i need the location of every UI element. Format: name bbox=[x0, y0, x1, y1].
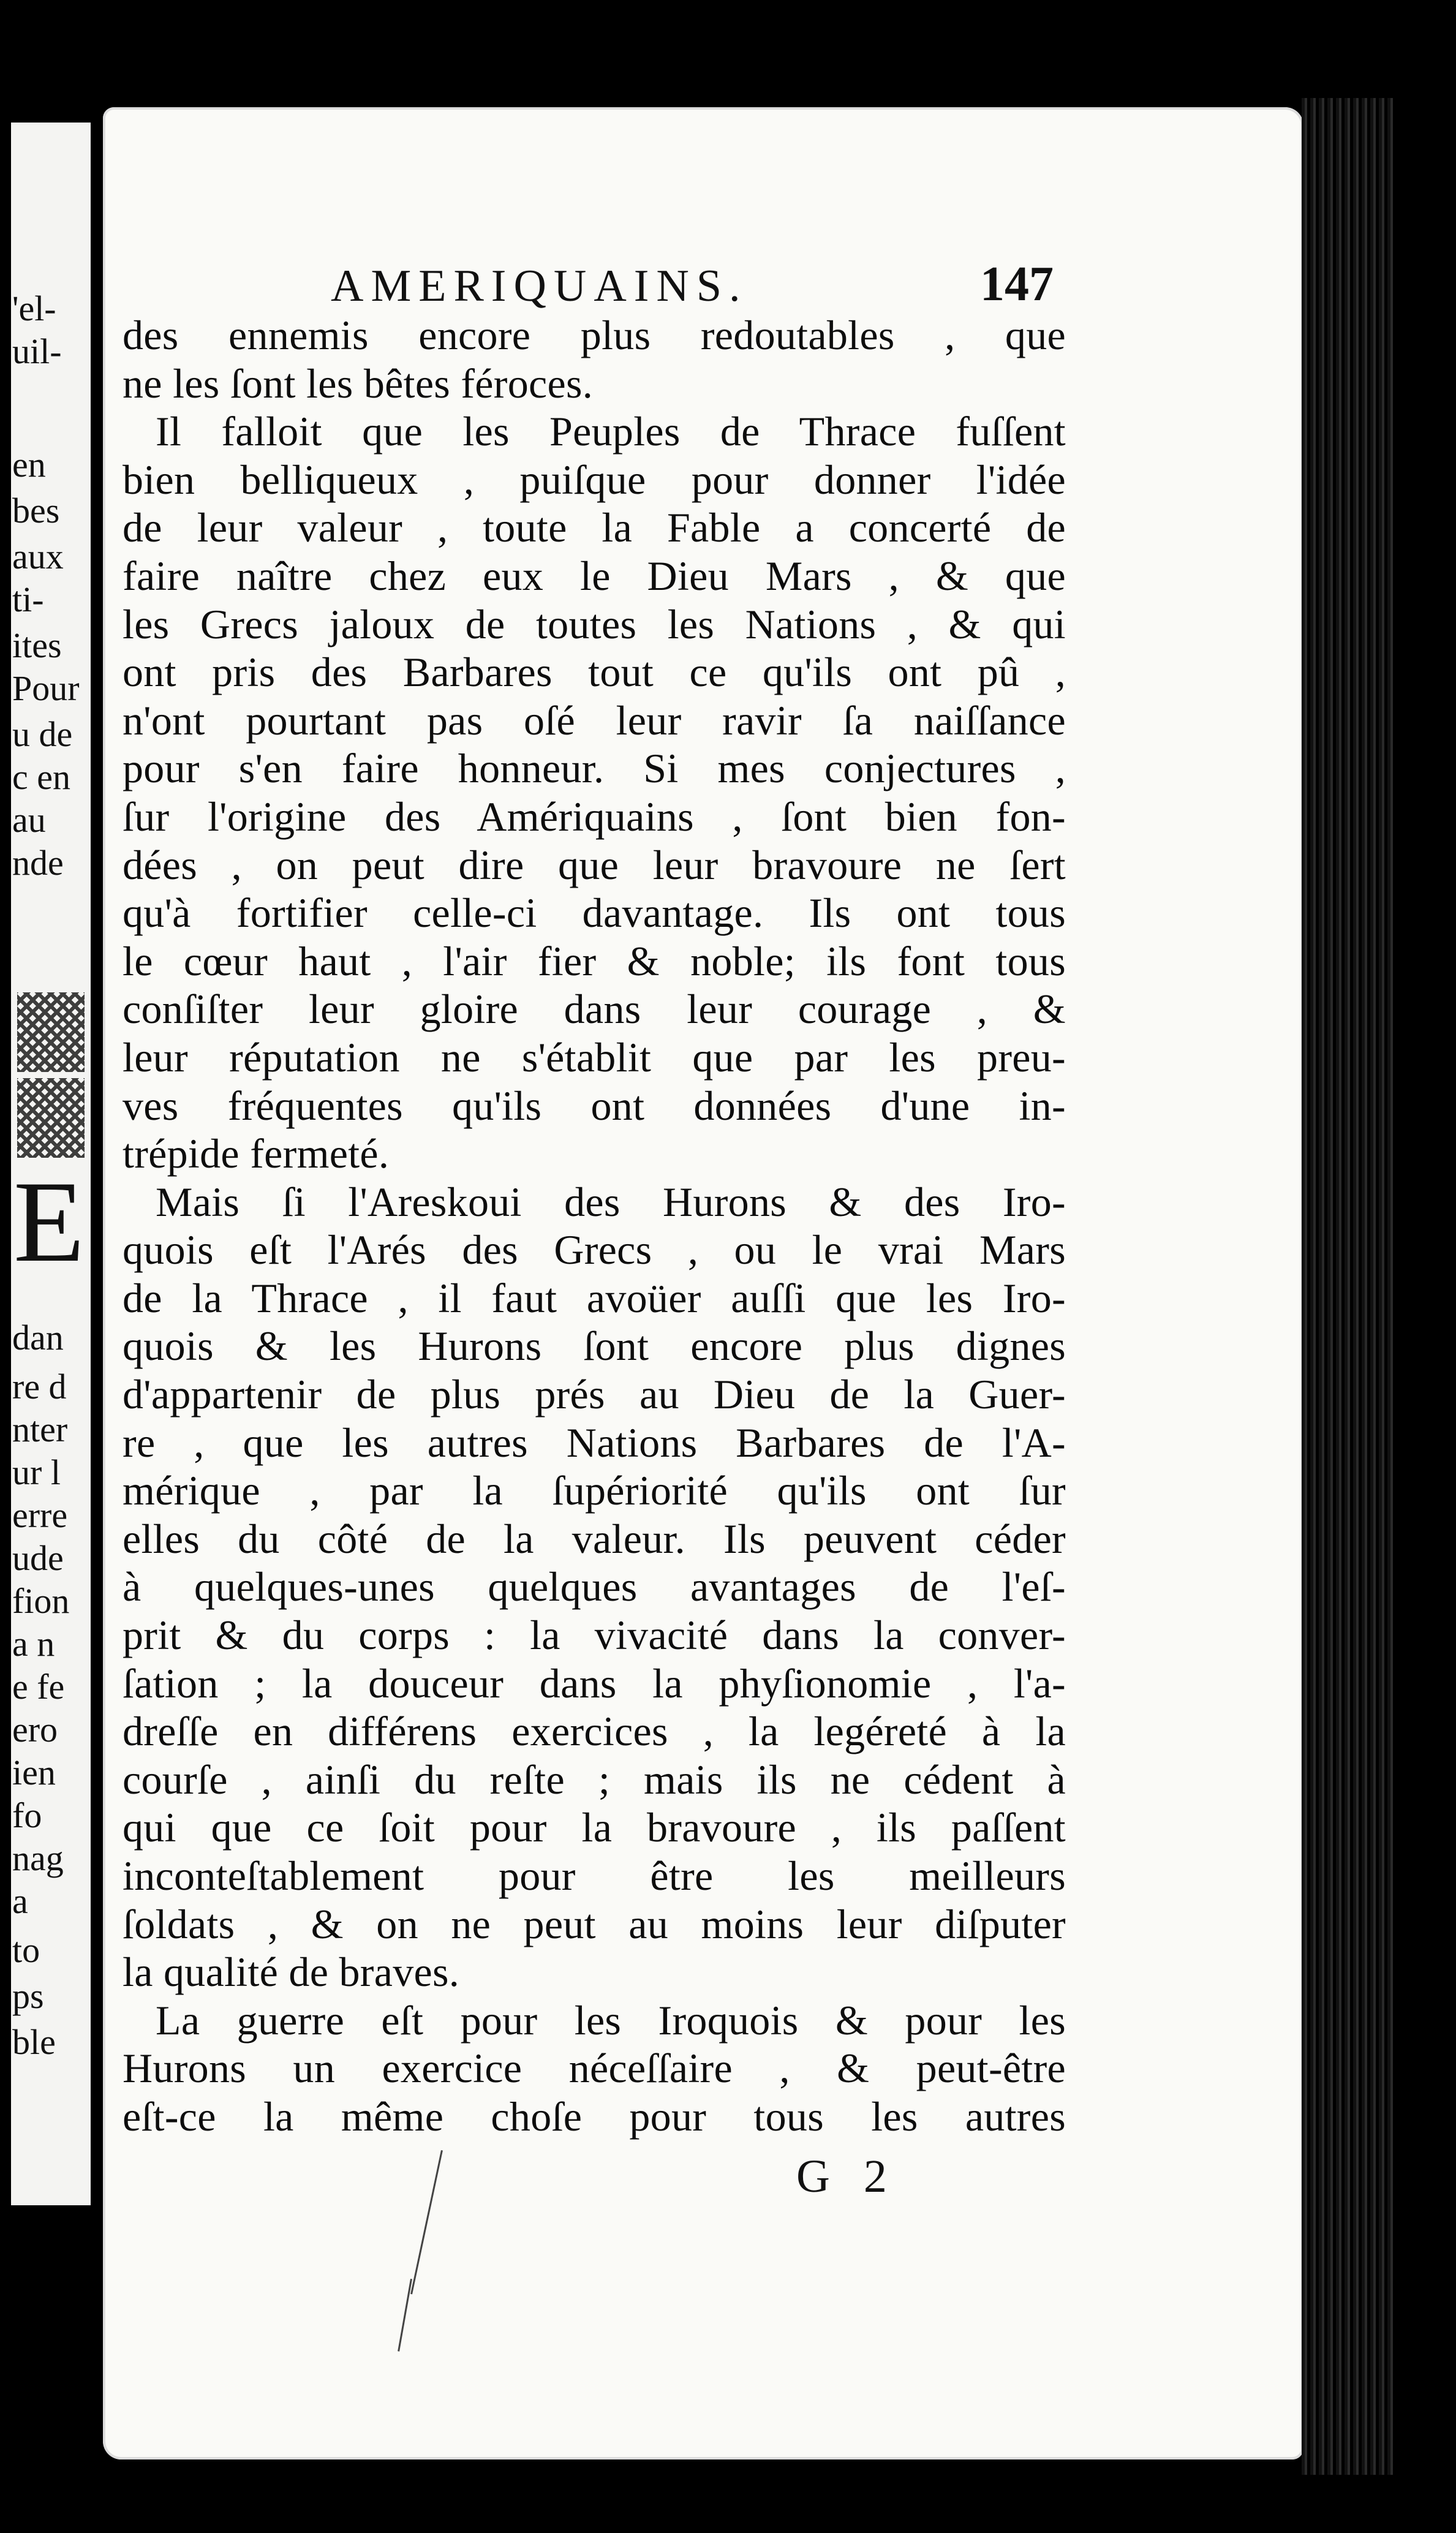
text-line: de la Thrace , il faut avoüer auſſi que les Iro- bbox=[123, 1274, 1066, 1321]
text-line: leur réputation ne s'établit que par les preu- bbox=[123, 1033, 1066, 1081]
text-line: elles du côté de la valeur. Ils peuvent céder bbox=[123, 1515, 1066, 1562]
decorative-ornament bbox=[17, 1078, 85, 1158]
text-line: la qualité de braves. bbox=[123, 1949, 460, 1996]
text-line: eſt-ce la même choſe pour tous les autres bbox=[123, 2093, 1066, 2140]
left-page-text-fragment: nde bbox=[12, 843, 64, 883]
left-page-text-fragment: to bbox=[12, 1930, 40, 1970]
text-line: prit & du corps : la vivacité dans la conver- bbox=[123, 1612, 1066, 1659]
text-line: inconteſtablement pour être les meilleurs bbox=[123, 1852, 1066, 1899]
left-page-text-fragment: dan bbox=[12, 1318, 64, 1357]
text-line: qu'à fortifier celle-ci davantage. Ils ont tous bbox=[123, 889, 1066, 937]
left-page-text-fragment: fion bbox=[12, 1581, 70, 1621]
running-title: AMERIQUAINS. bbox=[331, 261, 748, 311]
left-page-text-fragment: ur l bbox=[12, 1452, 61, 1492]
left-page-text-fragment: ti- bbox=[12, 579, 44, 619]
text-line: pour s'en faire honneur. Si mes conjectures , bbox=[123, 745, 1066, 792]
left-page-text-fragment: ites bbox=[12, 625, 62, 665]
left-page-text-fragment: ude bbox=[12, 1538, 64, 1578]
text-line: re , que les autres Nations Barbares de l'A- bbox=[123, 1419, 1066, 1466]
left-page-text-fragment: fo bbox=[12, 1795, 42, 1835]
left-page-text-fragment: erre bbox=[12, 1495, 68, 1535]
page-number: 147 bbox=[980, 257, 1054, 311]
left-page-text-fragment: nag bbox=[12, 1838, 64, 1878]
left-page-text-fragment: a n bbox=[12, 1624, 55, 1664]
text-line: qui que ce ſoit pour la bravoure , ils paſſent bbox=[123, 1804, 1066, 1851]
text-line: ſur l'origine des Amériquains , ſont bien fon- bbox=[123, 793, 1066, 840]
text-line: n'ont pourtant pas oſé leur ravir ſa naiſſance bbox=[123, 696, 1066, 744]
left-page-text-fragment: a bbox=[12, 1881, 28, 1921]
left-page-text-fragment: 'el- bbox=[12, 289, 56, 328]
text-line: conſiſter leur gloire dans leur courage , & bbox=[123, 986, 1066, 1033]
text-line: le cœur haut , l'air fier & noble; ils font tous bbox=[123, 937, 1066, 984]
left-page-text-fragment: bes bbox=[12, 491, 60, 530]
left-page-text-fragment: u de bbox=[12, 714, 73, 754]
left-page-text-fragment: ps bbox=[12, 1976, 44, 2016]
signature-mark: G 2 bbox=[796, 2151, 898, 2202]
left-page-text-fragment: re d bbox=[12, 1367, 67, 1406]
text-line: faire naître chez eux le Dieu Mars , & que bbox=[123, 552, 1066, 599]
left-page-text-fragment: ero bbox=[12, 1710, 58, 1750]
left-page-text-fragment: uil- bbox=[12, 331, 62, 371]
text-line: ſoldats , & on ne peut au moins leur diſputer bbox=[123, 1900, 1066, 1947]
text-line: de leur valeur , toute la Fable a concerté de bbox=[123, 504, 1066, 551]
text-line: Hurons un exercice néceſſaire , & peut-être bbox=[123, 2045, 1066, 2092]
page-header bbox=[331, 257, 1054, 315]
text-line: Mais ſi l'Areskoui des Hurons & des Iro- bbox=[156, 1178, 1066, 1225]
left-page-text-fragment: ble bbox=[12, 2022, 56, 2062]
text-line: trépide fermeté. bbox=[123, 1130, 390, 1177]
text-line: bien belliqueux , puiſque pour donner l'idée bbox=[123, 456, 1066, 503]
text-line: ont pris des Barbares tout ce qu'ils ont pû , bbox=[123, 649, 1066, 696]
body-text bbox=[123, 311, 1066, 2141]
text-line: mérique , par la ſupériorité qu'ils ont ſur bbox=[123, 1467, 1066, 1514]
text-line: quois eſt l'Arés des Grecs , ou le vrai Mars bbox=[123, 1226, 1066, 1274]
text-line: d'appartenir de plus prés au Dieu de la Guer- bbox=[123, 1371, 1066, 1418]
text-line: ne les ſont les bêtes féroces. bbox=[123, 360, 594, 407]
text-line: ves fréquentes qu'ils ont données d'une in- bbox=[123, 1082, 1066, 1129]
left-page-text-fragment: en bbox=[12, 445, 46, 485]
text-line: à quelques-unes quelques avantages de l'eſ- bbox=[123, 1563, 1066, 1610]
left-page-text-fragment: au bbox=[12, 800, 46, 840]
left-page-text-fragment: Pour bbox=[12, 668, 80, 708]
left-page-text-fragment: nter bbox=[12, 1410, 68, 1449]
text-line: ſation ; la douceur dans la phyſionomie , l'a- bbox=[123, 1659, 1066, 1707]
left-page-text-fragment: c en bbox=[12, 757, 70, 797]
text-line: La guerre eſt pour les Iroquois & pour les bbox=[156, 1996, 1066, 2044]
left-page-initial-letter: E bbox=[13, 1158, 85, 1286]
left-page-text-fragment: e fe bbox=[12, 1667, 65, 1707]
text-line: les Grecs jaloux de toutes les Nations , & qui bbox=[123, 600, 1066, 647]
page-edge-shadow bbox=[1302, 98, 1394, 2475]
text-line: dées , on peut dire que leur bravoure ne ſert bbox=[123, 841, 1066, 888]
decorative-ornament bbox=[17, 992, 85, 1072]
text-line: dreſſe en différens exercices , la legéreté à la bbox=[123, 1708, 1066, 1755]
text-line: des ennemis encore plus redoutables , que bbox=[123, 312, 1066, 358]
text-line: courſe , ainſi du reſte ; mais ils ne cédent à bbox=[123, 1756, 1066, 1803]
left-page-text-fragment: aux bbox=[12, 537, 64, 576]
left-page-fragment bbox=[11, 123, 91, 2205]
text-line: quois & les Hurons ſont encore plus dignes bbox=[123, 1323, 1066, 1370]
text-line: Il falloit que les Peuples de Thrace fuſſent bbox=[156, 408, 1066, 455]
left-page-text-fragment: ien bbox=[12, 1753, 56, 1792]
